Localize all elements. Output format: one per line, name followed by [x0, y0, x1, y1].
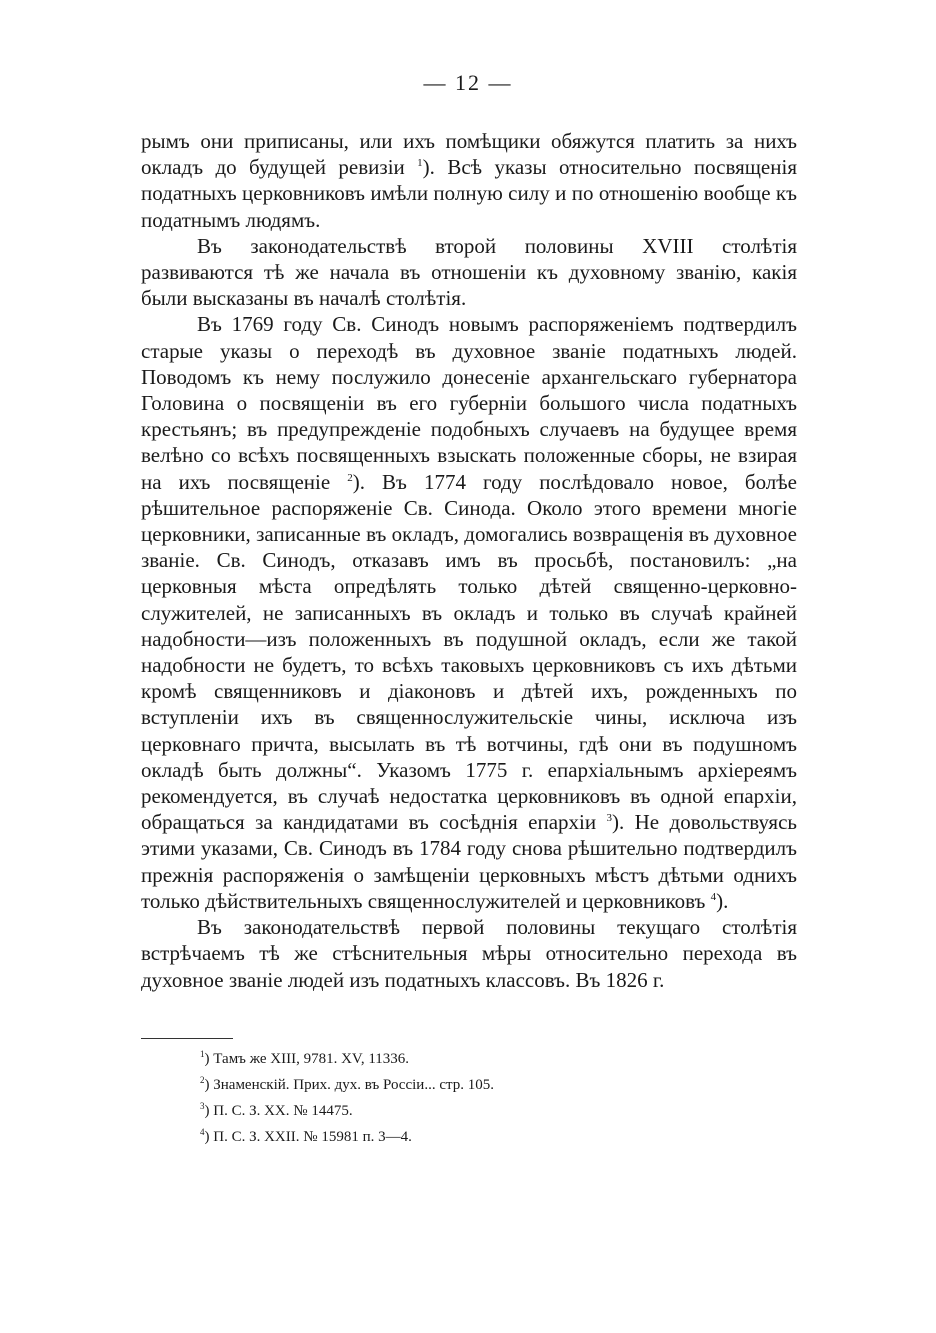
paragraph-text: Въ 1769 году Св. Синодъ новымъ распоряженіемъ подтвердилъ старые указы о переходѣ въ духовное званіе податныхъ людей. Поводомъ къ нему послужило донесеніе архангельскаго губернатора Головина о посвященіи въ его губерніи большого числа податныхъ крестьянъ; въ предупрежденіе подобныхъ случаевъ на будущее время велѣно со всѣхъ посвященныхъ взыскать положенные сборы, не взирая на ихъ посвященіе	[141, 312, 797, 494]
paragraph-text: ). Не довольствуясь этими указами, Св. Синодъ въ 1784 году снова рѣшительно подтвердилъ прежнія распоряженія о замѣщеніи церковныхъ мѣстъ дѣтьми однихъ только дѣйствительныхъ священнослужителей и церковниковъ	[141, 810, 797, 913]
footnote	[200, 1072, 800, 1098]
paragraph	[141, 128, 797, 233]
page-number: — 12 —	[423, 70, 513, 95]
footnotes	[200, 1046, 800, 1150]
paragraph	[141, 311, 797, 914]
footnote	[200, 1098, 800, 1124]
paragraph-text: Въ законодательствѣ второй половины XVIII столѣтія развиваются тѣ же начала въ отношеніи къ духовному званію, какія были высказаны въ началѣ столѣтія.	[141, 233, 797, 311]
footnote-ref: 4	[710, 890, 717, 903]
footnote-divider	[141, 1038, 233, 1039]
paragraph-text: ).	[716, 888, 729, 913]
footnote-text: ) П. С. З. XXII. № 15981 п. 3—4.	[204, 1129, 412, 1145]
paragraph	[141, 914, 797, 993]
paragraph-text: ). Всѣ указы относительно посвященія податныхъ церковниковъ имѣли полную силу и по отношенію вообще къ податнымъ людямъ.	[141, 155, 797, 232]
paragraph-text: Въ законодательствѣ первой половины текущаго столѣтія встрѣчаемъ тѣ же стѣснительныя мѣры относительно перехода въ духовное званіе людей изъ податныхъ классовъ. Въ 1826 г.	[141, 915, 797, 992]
paragraph	[141, 233, 797, 312]
footnote-ref: 1	[417, 157, 423, 170]
body-text	[141, 128, 797, 993]
footnote-text: ) Тамъ же XIII, 9781. XV, 11336.	[204, 1051, 410, 1067]
footnote-ref: 3	[606, 812, 612, 825]
paragraph-text: ). Въ 1774 году послѣдовало новое, болѣе рѣшительное распоряженіе Св. Синода. Около этого времени многіе церковники, записанные въ окладъ, домогались возвращенія въ духовное званіе. Св. Синодъ, отказавъ имъ въ просьбѣ, постановилъ: „на церковныя мѣста опредѣлять только дѣтей священно-церковно-служителей, не записанныхъ въ окладъ и только въ случаѣ крайней надобности—изъ положенныхъ въ подушной окладъ, если же такой надобности не будетъ, то всѣхъ таковыхъ церковниковъ съ ихъ дѣтьми кромѣ священниковъ и діаконовъ и дѣтей ихъ, рожденныхъ по вступленіи ихъ въ священнослужительскіе чины, исключа изъ церковнаго причта, высылать въ тѣ вотчины, гдѣ они въ подушномъ окладѣ быть должны“. Указомъ 1775 г. епархіальнымъ архіереямъ рекомендуется, въ случаѣ недостатка церковниковъ въ одной епархіи, обращаться за кандидатами въ сосѣднія епархіи	[141, 469, 797, 835]
footnote-mark: 4	[200, 1127, 205, 1137]
footnote-mark: 3	[200, 1101, 205, 1111]
footnote-ref: 2	[347, 471, 353, 484]
footnote	[200, 1046, 800, 1072]
footnote-text: ) П. С. З. XX. № 14475.	[204, 1103, 353, 1119]
footnote-mark: 2	[200, 1075, 205, 1085]
footnote-text: ) Знаменскій. Прих. дух. въ Россіи... стр. 105.	[204, 1077, 494, 1093]
footnote	[200, 1124, 800, 1150]
paragraph-text: рымъ они приписаны, или ихъ помѣщики обяжутся платить за нихъ окладъ до будущей ревизіи	[141, 129, 797, 180]
footnote-mark: 1	[200, 1049, 205, 1059]
